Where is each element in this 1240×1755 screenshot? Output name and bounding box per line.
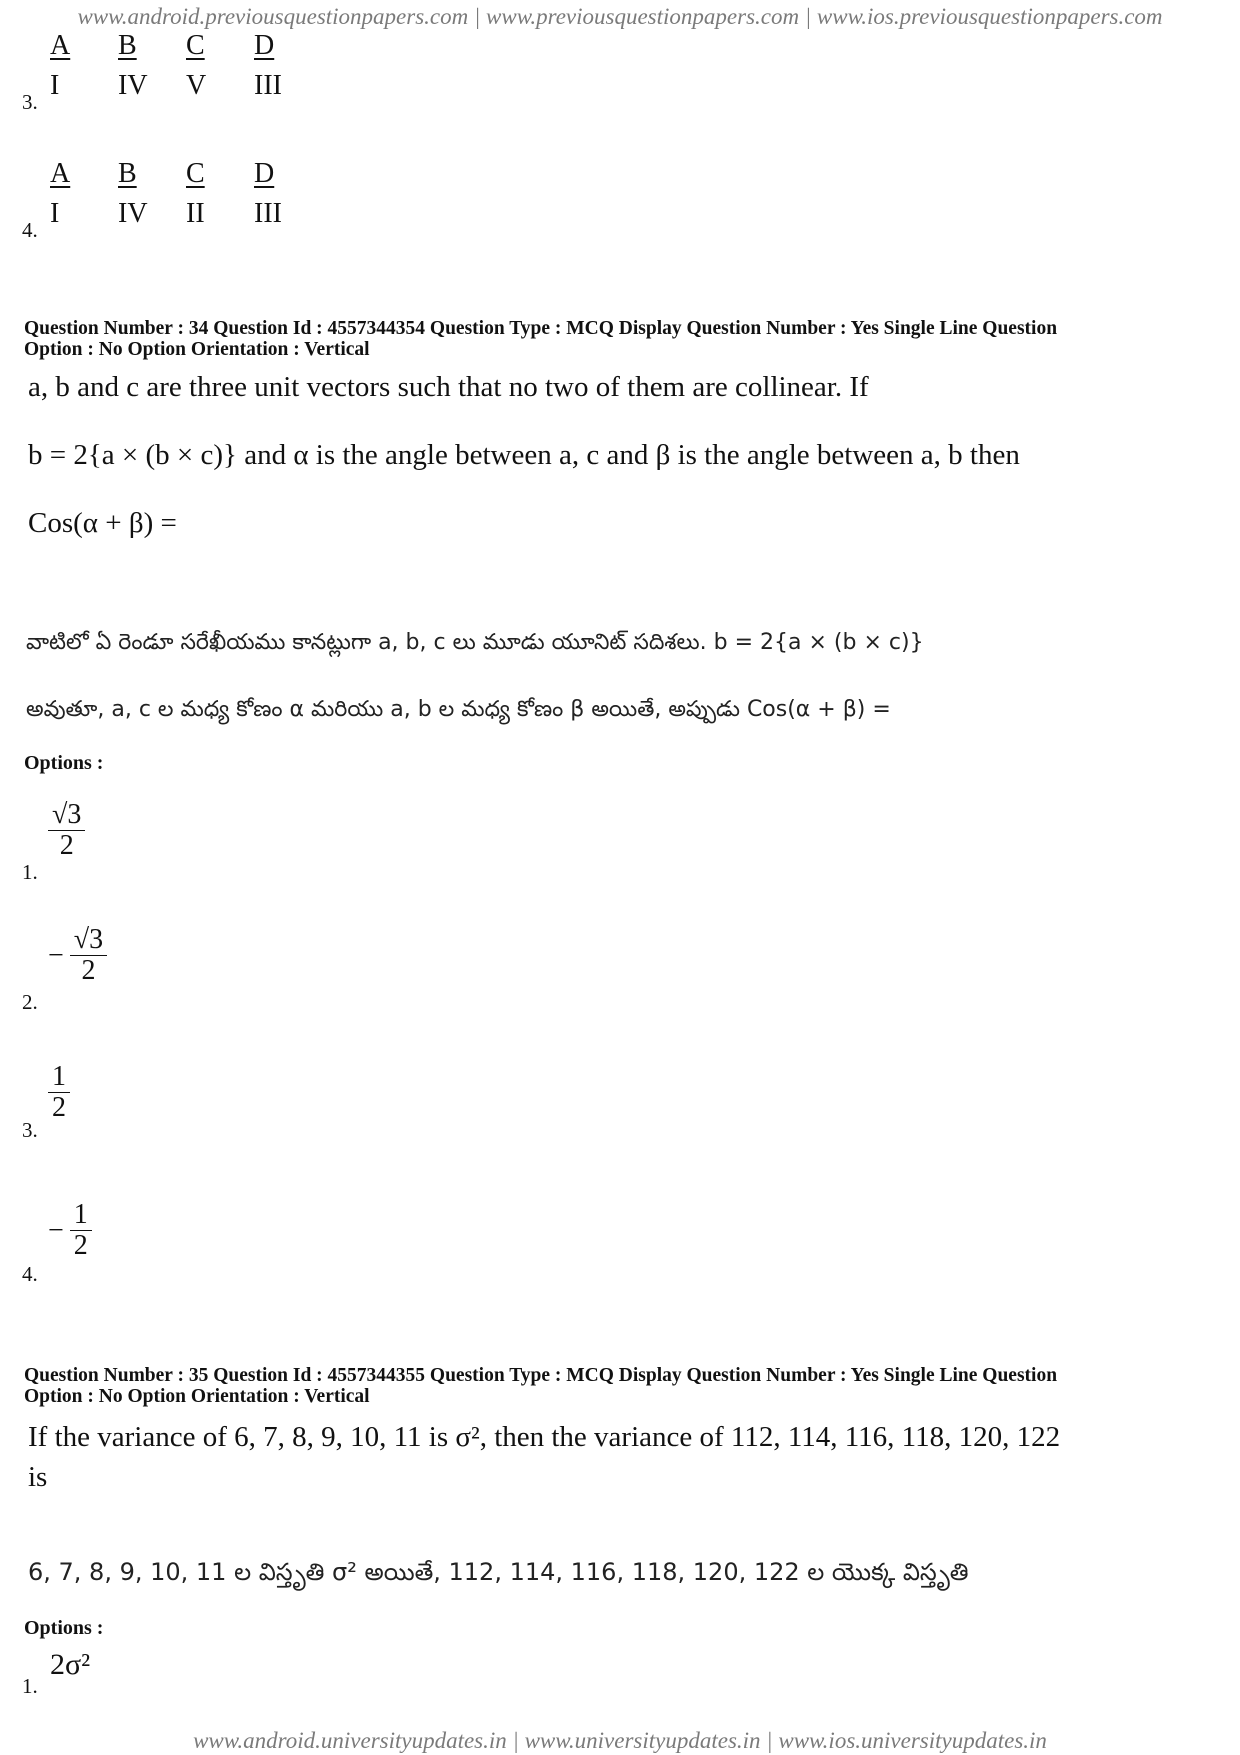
option-number: 1. — [22, 860, 38, 884]
denominator: 2 — [52, 1092, 66, 1123]
question-meta-line2: Option : No Option Orientation : Vertical — [24, 1386, 370, 1407]
fraction — [48, 1200, 92, 1261]
column-header: B — [118, 30, 137, 61]
question-text-te-line2: అవుతూ, a, c ల మధ్య కోణం α మరియు a, b ల మధ్య కోణం β అయితే, అప్పుడు Cos(α + β) = — [26, 697, 891, 722]
fraction — [48, 925, 107, 986]
numerator: 1 — [48, 1062, 70, 1093]
options-label: Options : — [24, 1617, 104, 1639]
column-header: B — [118, 158, 137, 189]
question-text-en-line1: If the variance of 6, 7, 8, 9, 10, 11 is σ², then the variance of 112, 114, 116, 118, 120, 122 — [28, 1421, 1061, 1453]
question-text-te-line1: వాటిలో ఏ రెండూ సరేఖీయము కానట్లుగా a, b, c లు మూడు యూనిట్ సదిశలు. b = 2{a × (b × c)} — [26, 630, 924, 655]
numerator: √3 — [48, 800, 85, 831]
option-number: 4. — [22, 1262, 38, 1286]
table-cell: I — [50, 198, 60, 229]
column-header: A — [50, 158, 71, 189]
option-value: 2σ² — [50, 1648, 91, 1681]
numerator: 1 — [70, 1200, 92, 1231]
question-meta-line1: Question Number : 35 Question Id : 4557344355 Question Type : MCQ Display Question Number : Yes Single Line Question — [24, 1365, 1058, 1386]
footer-watermark: www.android.universityupdates.in | www.universityupdates.in | www.ios.universityupdates.in — [193, 1728, 1047, 1753]
denominator: 2 — [59, 830, 74, 861]
option-number: 3. — [22, 1118, 38, 1142]
minus-sign: − — [48, 1214, 64, 1246]
table-cell: III — [254, 70, 282, 101]
option-number: 1. — [22, 1674, 38, 1698]
denominator: 2 — [81, 955, 96, 986]
table-cell: III — [254, 198, 282, 229]
column-header: D — [254, 158, 275, 189]
table-cell: IV — [118, 198, 148, 229]
question-meta-line2: Option : No Option Orientation : Vertical — [24, 339, 370, 360]
option-number: 3. — [22, 90, 38, 114]
table-cell: IV — [118, 70, 148, 101]
fraction — [48, 1062, 70, 1123]
column-header: D — [254, 30, 275, 61]
question-text-en-line1: a, b and c are three unit vectors such that no two of them are collinear. If — [28, 371, 869, 403]
option-number: 4. — [22, 218, 38, 242]
header-watermark: www.android.previousquestionpapers.com | www.previousquestionpapers.com | www.ios.previousquestionpapers.com — [77, 4, 1163, 29]
column-header: C — [186, 158, 205, 189]
column-header: C — [186, 30, 205, 61]
column-header: A — [50, 30, 71, 61]
match-table — [50, 30, 322, 102]
question-meta-line1: Question Number : 34 Question Id : 4557344354 Question Type : MCQ Display Question Number : Yes Single Line Question — [24, 318, 1058, 339]
fraction — [48, 800, 85, 861]
table-cell: V — [186, 70, 207, 101]
question-text-en-line2: is — [28, 1461, 48, 1493]
options-label: Options : — [24, 752, 104, 774]
option-number: 2. — [22, 990, 38, 1014]
table-cell: II — [186, 198, 205, 229]
question-text-en-line3: Cos(α + β) = — [28, 507, 177, 539]
denominator: 2 — [73, 1230, 88, 1261]
match-table — [50, 158, 322, 230]
numerator: √3 — [70, 925, 107, 956]
question-text-te-line1: 6, 7, 8, 9, 10, 11 ల విస్తృతి σ² అయితే, 112, 114, 116, 118, 120, 122 ల యొక్క విస్తృతి — [28, 1558, 969, 1586]
table-cell: I — [50, 70, 60, 101]
question-text-en-line2: b = 2{a × (b × c)} and α is the angle between a, c and β is the angle between a, b then — [28, 439, 1020, 471]
minus-sign: − — [48, 939, 64, 971]
